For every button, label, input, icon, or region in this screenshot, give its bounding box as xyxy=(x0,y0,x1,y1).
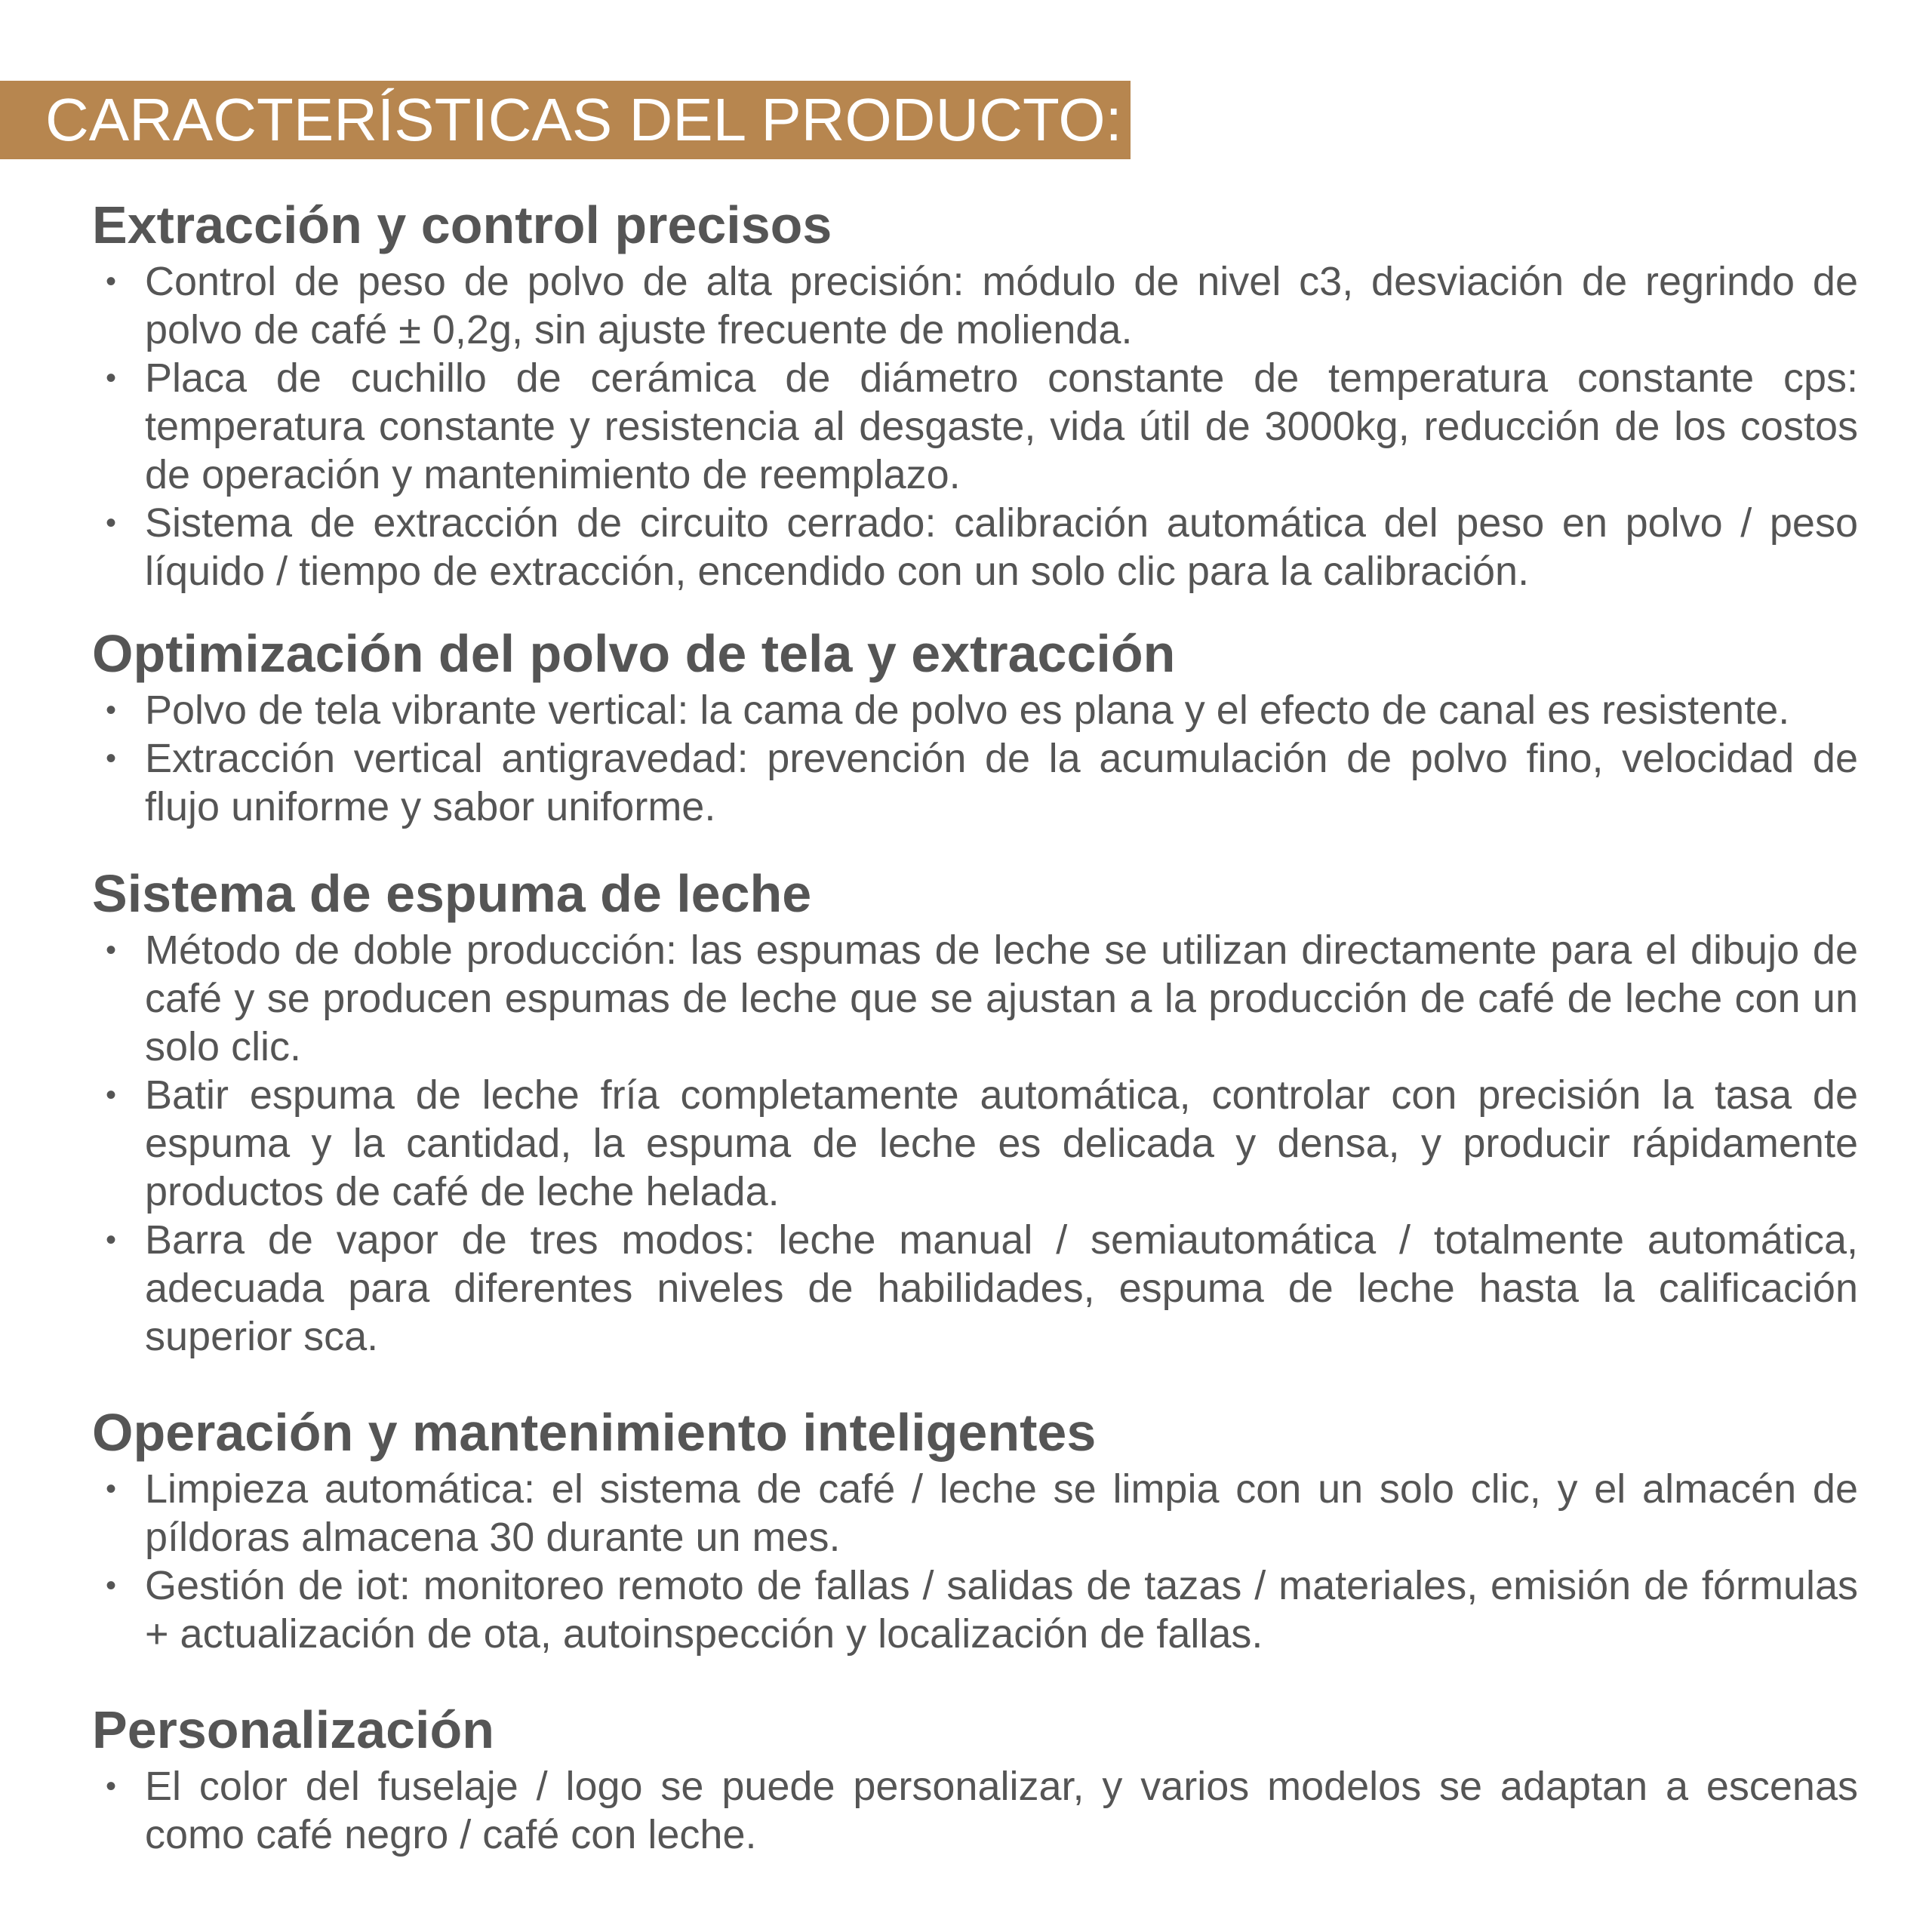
section-powder-optimization xyxy=(92,621,1858,831)
list-item-text: Limpieza automática: el sistema de café / leche se limpia con un solo clic, y el almacén de píldoras almacena 30 durante un mes. xyxy=(145,1466,1858,1560)
section-title: Operación y mantenimiento inteligentes xyxy=(92,1403,1097,1462)
bullet-list xyxy=(92,1465,1858,1658)
section-title: Sistema de espuma de leche xyxy=(92,864,812,923)
bullet-icon: • xyxy=(106,694,117,727)
bullet-icon: • xyxy=(106,742,117,775)
list-item xyxy=(92,734,1858,831)
list-item xyxy=(92,1071,1858,1216)
bullet-list xyxy=(92,257,1858,595)
bullet-list xyxy=(92,686,1858,831)
list-item xyxy=(92,1465,1858,1561)
bullet-icon: • xyxy=(106,361,117,395)
list-item-text: Sistema de extracción de circuito cerrado: calibración automática del peso en polvo / peso líquido / tiempo de extracción, encendido con un solo clic para la calibración. xyxy=(145,500,1858,594)
list-item xyxy=(92,1216,1858,1361)
section-customization xyxy=(92,1697,1858,1859)
list-item-text: Polvo de tela vibrante vertical: la cama de polvo es plana y el efecto de canal es resistente. xyxy=(145,688,1790,733)
list-item-text: Placa de cuchillo de cerámica de diámetro constante de temperatura constante cps: temperatura constante y resistencia al desgaste, vida útil de 3000kg, reducción de los costos de operación y mantenimiento de reemplazo. xyxy=(145,355,1858,497)
bullet-list xyxy=(92,1762,1858,1859)
list-item-text: El color del fuselaje / logo se puede personalizar, y varios modelos se adaptan a escenas como café negro / café con leche. xyxy=(145,1764,1858,1857)
list-item xyxy=(92,354,1858,499)
list-item-text: Control de peso de polvo de alta precisión: módulo de nivel c3, desviación de regrindo de polvo de café ± 0,2g, sin ajuste frecuente de molienda. xyxy=(145,259,1858,352)
list-item-text: Gestión de iot: monitoreo remoto de fallas / salidas de tazas / materiales, emisión de fórmulas + actualización de ota, autoinspección y localización de fallas. xyxy=(145,1563,1858,1657)
bullet-icon: • xyxy=(106,1569,117,1602)
list-item xyxy=(92,1762,1858,1859)
section-title: Personalización xyxy=(92,1700,494,1759)
list-item-text: Barra de vapor de tres modos: leche manual / semiautomática / totalmente automática, adecuada para diferentes niveles de habilidades, espuma de leche hasta la calificación superior sca. xyxy=(145,1217,1858,1359)
bullet-icon: • xyxy=(106,1770,117,1803)
bullet-icon: • xyxy=(106,265,117,298)
section-smart-maintenance xyxy=(92,1400,1858,1658)
section-title: Extracción y control precisos xyxy=(92,195,832,254)
list-item xyxy=(92,686,1858,734)
bullet-icon: • xyxy=(106,1472,117,1506)
bullet-icon: • xyxy=(106,1078,117,1112)
list-item xyxy=(92,926,1858,1071)
features-content xyxy=(92,192,1858,1890)
list-item-text: Método de doble producción: las espumas de leche se utilizan directamente para el dibujo de café y se producen espumas de leche que se ajustan a la producción de café de leche con un solo clic. xyxy=(145,928,1858,1069)
list-item-text: Batir espuma de leche fría completamente automática, controlar con precisión la tasa de espuma y la cantidad, la espuma de leche es delicada y densa, y producir rápidamente productos de café de leche helada. xyxy=(145,1072,1858,1214)
bullet-list xyxy=(92,926,1858,1361)
bullet-icon: • xyxy=(106,1223,117,1257)
list-item-text: Extracción vertical antigravedad: prevención de la acumulación de polvo fino, velocidad de flujo uniforme y sabor uniforme. xyxy=(145,736,1858,829)
list-item xyxy=(92,257,1858,354)
section-title: Optimización del polvo de tela y extracción xyxy=(92,624,1176,683)
section-milk-foam xyxy=(92,861,1858,1361)
bullet-icon: • xyxy=(106,934,117,967)
section-precise-extraction xyxy=(92,192,1858,595)
list-item xyxy=(92,499,1858,595)
list-item xyxy=(92,1561,1858,1658)
bullet-icon: • xyxy=(106,506,117,540)
header-banner xyxy=(0,81,1131,159)
banner-title: CARACTERÍSTICAS DEL PRODUCTO: xyxy=(45,86,1122,153)
